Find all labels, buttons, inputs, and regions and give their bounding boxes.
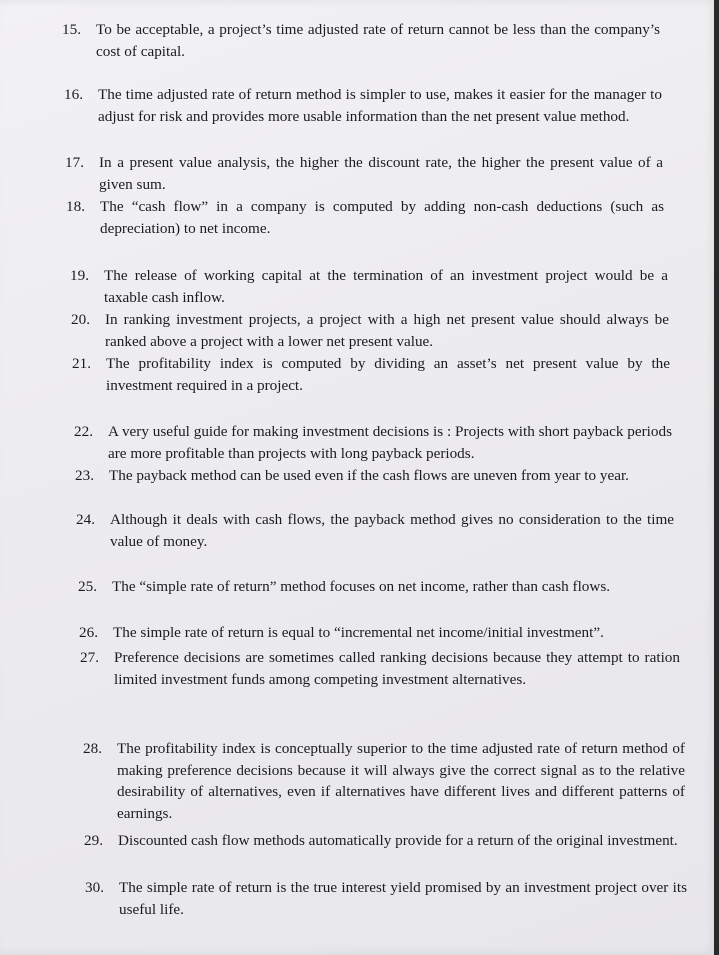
question-number: 25. — [78, 578, 97, 595]
question-16 — [64, 84, 662, 127]
question-30 — [85, 877, 687, 920]
question-text: The “simple rate of return” method focuses on net income, rather than cash flows. — [112, 578, 611, 595]
question-text: The release of working capital at the termination of an investment project would be a taxable cash inflow. — [104, 267, 668, 306]
question-number: 22. — [74, 423, 93, 440]
question-text: To be acceptable, a project’s time adjusted rate of return cannot be less than the company’s cost of capital. — [96, 21, 660, 60]
question-17 — [65, 152, 663, 195]
question-15 — [62, 19, 660, 62]
question-number: 15. — [62, 21, 81, 38]
question-text: Preference decisions are sometimes called ranking decisions because they attempt to ration limited investment funds among competing investment alternatives. — [114, 649, 680, 688]
page-edge-shadow — [714, 0, 719, 955]
question-number: 23. — [75, 467, 94, 484]
question-text: The time adjusted rate of return method is simpler to use, makes it easier for the manager to adjust for risk and provides more usable information than the net present value method. — [98, 86, 662, 125]
question-text: Discounted cash flow methods automatically provide for a return of the original investment. — [118, 832, 678, 849]
question-number: 29. — [84, 832, 103, 849]
question-25 — [78, 576, 678, 598]
question-text: In a present value analysis, the higher the discount rate, the higher the present value of a given sum. — [99, 154, 663, 193]
question-number: 17. — [65, 154, 84, 171]
question-29 — [84, 830, 686, 852]
question-number: 18. — [66, 198, 85, 215]
question-text: The profitability index is computed by dividing an asset’s net present value by the investment required in a project. — [106, 355, 670, 394]
question-20 — [71, 309, 669, 352]
question-28 — [83, 738, 685, 824]
question-number: 21. — [72, 355, 91, 372]
question-23 — [75, 465, 673, 487]
question-number: 26. — [79, 624, 98, 641]
question-text: A very useful guide for making investment decisions is : Projects with short payback periods are more profitable than projects with long payback periods. — [108, 423, 672, 462]
question-number: 24. — [76, 511, 95, 528]
question-24 — [76, 509, 674, 552]
question-text: Although it deals with cash flows, the payback method gives no consideration to the time value of money. — [110, 511, 674, 550]
question-text: The profitability index is conceptually superior to the time adjusted rate of return method of making preference decisions because it will always give the correct signal as to the relative desirability of alternatives, even if alternatives have different lives and different patterns of earnings. — [117, 740, 685, 822]
question-number: 20. — [71, 311, 90, 328]
question-text: The “cash flow” in a company is computed by adding non-cash deductions (such as depreciation) to net income. — [100, 198, 664, 237]
question-text: In ranking investment projects, a project with a high net present value should always be ranked above a project with a lower net present value. — [105, 311, 669, 350]
question-number: 16. — [64, 86, 83, 103]
question-26 — [79, 622, 679, 644]
question-22 — [74, 421, 672, 464]
question-text: The payback method can be used even if the cash flows are uneven from year to year. — [109, 467, 629, 484]
question-27 — [80, 647, 680, 690]
question-number: 27. — [80, 649, 99, 666]
question-text: The simple rate of return is equal to “incremental net income/initial investment”. — [113, 624, 604, 641]
question-number: 28. — [83, 740, 102, 757]
question-number: 30. — [85, 879, 104, 896]
question-text: The simple rate of return is the true interest yield promised by an investment project over its useful life. — [119, 879, 687, 918]
question-19 — [70, 265, 668, 308]
question-18 — [66, 196, 664, 239]
question-21 — [72, 353, 670, 396]
question-number: 19. — [70, 267, 89, 284]
